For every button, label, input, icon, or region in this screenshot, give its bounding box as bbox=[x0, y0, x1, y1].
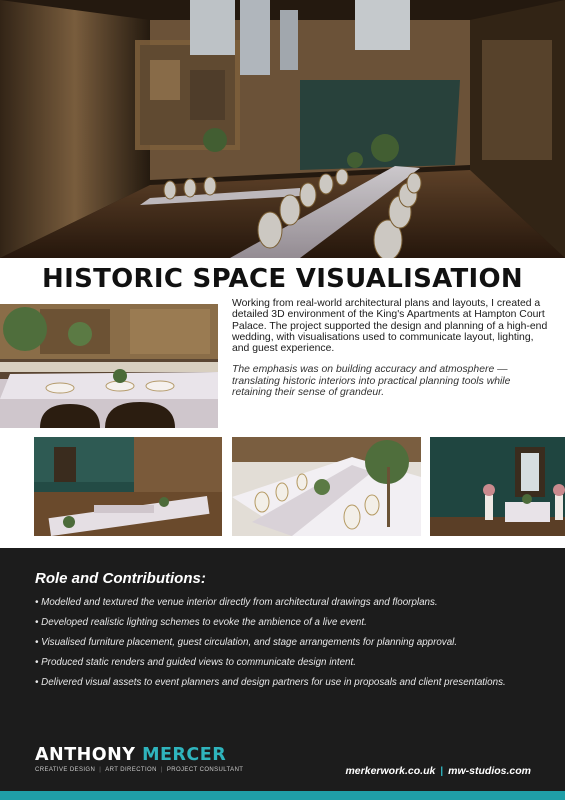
list-item: • Visualised furniture placement, guest circulation, and stage arrangements for planning approval. bbox=[35, 637, 458, 649]
website-link-2[interactable]: mw-studios.com bbox=[448, 765, 531, 777]
tagline-item: CREATIVE DESIGN bbox=[35, 767, 96, 773]
brand-logo bbox=[35, 745, 243, 773]
table-setting-render-image bbox=[0, 304, 218, 428]
website-separator: | bbox=[440, 765, 444, 777]
brand-last-name: MERCER bbox=[142, 745, 227, 765]
intro-paragraph: Working from real-world architectural plans and layouts, I created a detailed 3D environment of the King's Apartments at Hampton Court Palace. The project supported the design and planning of a high-end wedding, with visualisations used to communicate layout, lighting, and guest experience. bbox=[232, 298, 548, 355]
intro-text bbox=[232, 298, 552, 408]
page-title: HISTORIC SPACE VISUALISATION bbox=[42, 264, 523, 294]
list-item: • Modelled and textured the venue interior directly from architectural drawings and floorplans. bbox=[35, 597, 438, 608]
website-link-1[interactable]: merkerwork.co.uk bbox=[345, 765, 436, 777]
website-links bbox=[345, 765, 531, 777]
tagline-item: PROJECT CONSULTANT bbox=[166, 767, 244, 773]
thumbnail-long-table bbox=[232, 437, 421, 536]
footer-accent-strip bbox=[0, 791, 565, 800]
thumbnail-altar-stage bbox=[430, 437, 565, 536]
list-item: • Developed realistic lighting schemes to evoke the ambience of a live event. bbox=[35, 617, 367, 629]
contributions-list bbox=[35, 597, 545, 697]
thumbnail-aerial-layout bbox=[34, 437, 222, 536]
list-item: • Produced static renders and guided views to communicate design intent. bbox=[35, 657, 356, 669]
hero-render-image bbox=[0, 0, 565, 258]
contributions-heading: Role and Contributions: bbox=[35, 570, 206, 587]
intro-emphasis-paragraph: The emphasis was on building accuracy and atmosphere — translating historic interiors into practical planning tools while retaining their sense of grandeur. bbox=[232, 364, 511, 399]
list-item: • Delivered visual assets to event planners and design partners for use in proposals and client presentations. bbox=[35, 677, 506, 689]
brand-first-name: ANTHONY bbox=[35, 745, 136, 765]
tagline-item: ART DIRECTION bbox=[105, 767, 157, 773]
brand-name bbox=[35, 745, 243, 765]
brand-tagline: CREATIVE DESIGN | ART DIRECTION | PROJECT CONSULTANT bbox=[35, 767, 244, 773]
